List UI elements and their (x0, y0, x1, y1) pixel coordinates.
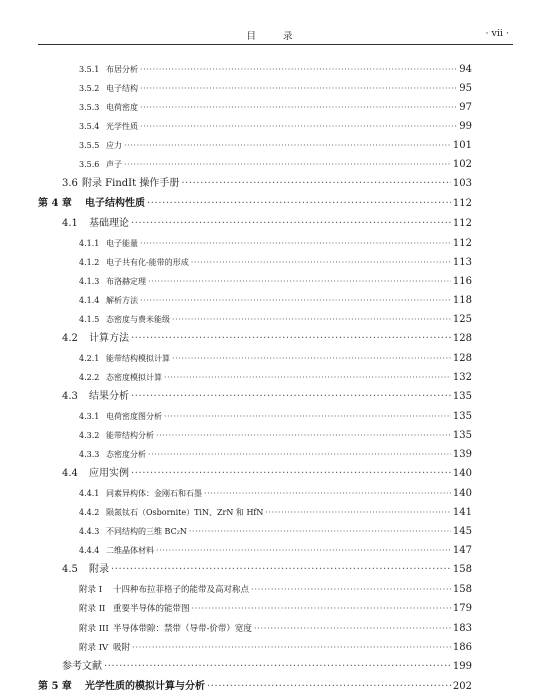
dot-leader (124, 158, 451, 172)
entry-page: 158 (452, 564, 472, 575)
entry-page: 147 (452, 545, 472, 556)
entry-page: 141 (452, 507, 472, 518)
entry-number: 4.3.1 (79, 412, 100, 421)
entry-title: 电子共有化-能带的形成 (106, 258, 189, 267)
entry-page: 112 (452, 238, 472, 249)
entry-title: 基础理论 (89, 218, 129, 229)
entry-title: 电子结构 (106, 84, 138, 93)
chapter-number: 第 4 章 (38, 198, 72, 209)
entry-number: 4.1.2 (79, 258, 100, 267)
entry-page: 116 (452, 276, 472, 287)
toc-entry[interactable] (62, 177, 472, 191)
toc-entry[interactable] (79, 237, 472, 251)
running-header (38, 26, 513, 45)
entry-number: 4.4.3 (79, 527, 100, 536)
toc-entry[interactable] (79, 641, 472, 655)
toc-entry[interactable] (79, 352, 472, 366)
entry-page: 125 (452, 314, 472, 325)
entry-title: 态密度与费米能级 (106, 315, 170, 324)
toc-entry[interactable] (79, 101, 472, 115)
chapter-title: 光学性质的模拟计算与分析 (85, 681, 205, 692)
entry-number: 3.5.5 (79, 141, 100, 150)
entry-number: 4.3.3 (79, 450, 100, 459)
dot-leader (140, 120, 457, 134)
entry-number: 4.3 (62, 391, 78, 402)
chapter-number: 第 5 章 (38, 681, 72, 692)
dot-leader (192, 602, 451, 616)
toc-entry[interactable] (79, 139, 472, 153)
entry-page: 158 (452, 584, 472, 595)
toc-entry[interactable] (79, 487, 472, 501)
toc-entry[interactable] (79, 275, 472, 289)
entry-number: 4.5 (62, 564, 78, 575)
dot-leader (131, 467, 451, 481)
dot-leader (164, 410, 451, 424)
entry-page: 202 (452, 681, 472, 692)
entry-number: 4.1.4 (79, 296, 100, 305)
entry-title: 电荷密度图分析 (106, 412, 162, 421)
dot-leader (132, 641, 451, 655)
entry-number: 4.2.1 (79, 354, 100, 363)
dot-leader (172, 352, 451, 366)
entry-title: 结果分析 (89, 391, 129, 402)
entry-page: 95 (459, 83, 472, 94)
entry-title: 十四种布拉菲格子的能带及高对称点 (113, 585, 250, 595)
entry-number: 4.2.2 (79, 373, 100, 382)
toc-entry[interactable] (79, 256, 472, 270)
entry-page: 97 (459, 102, 472, 113)
entry-number: 3.5.4 (79, 122, 100, 131)
entry-page: 199 (452, 661, 472, 672)
entry-title: 重要半导体的能带图 (113, 604, 190, 614)
entry-number: 3.5.2 (79, 84, 100, 93)
toc-entry[interactable] (79, 602, 472, 616)
toc-entry[interactable] (79, 583, 472, 597)
entry-page: 135 (452, 411, 472, 422)
entry-page: 145 (452, 526, 472, 537)
entry-page: 139 (452, 449, 472, 460)
dot-leader (181, 177, 451, 191)
toc-chapter-entry[interactable] (38, 680, 472, 694)
toc-entry[interactable] (79, 525, 472, 539)
entry-page: 102 (452, 159, 472, 170)
entry-number: 4.4.4 (79, 546, 100, 555)
toc-entry[interactable] (62, 660, 472, 674)
entry-number: 4.4.2 (79, 508, 100, 517)
entry-title: 计算方法 (89, 333, 129, 344)
header-page-number: · vii · (485, 28, 509, 39)
dot-leader (140, 101, 457, 115)
dot-leader (147, 197, 451, 211)
toc-entry[interactable] (79, 622, 472, 636)
entry-page: 103 (452, 178, 472, 189)
dot-leader (148, 275, 451, 289)
entry-title: 吸附 (113, 643, 131, 653)
dot-leader (191, 256, 451, 270)
chapter-title: 电子结构性质 (85, 198, 145, 209)
dot-leader (207, 680, 451, 694)
entry-number: 附录 IV (79, 643, 109, 653)
dot-leader (140, 82, 457, 96)
dot-leader (164, 371, 451, 385)
entry-title: 附录 FindIt 操作手册 (82, 178, 180, 189)
dot-leader (156, 544, 451, 558)
entry-title: 声子 (106, 160, 122, 169)
entry-page: 132 (452, 372, 472, 383)
entry-number: 附录 III (79, 624, 109, 634)
entry-number: 3.6 (62, 178, 78, 189)
dot-leader (140, 294, 451, 308)
entry-page: 112 (452, 198, 472, 209)
entry-number: 4.3.2 (79, 431, 100, 440)
dot-leader (140, 63, 457, 77)
entry-page: 140 (452, 488, 472, 499)
toc-entry[interactable] (79, 371, 472, 385)
dot-leader (254, 622, 451, 636)
toc-entry[interactable] (79, 429, 472, 443)
entry-title: 光学性质 (106, 122, 138, 131)
entry-title: 参考文献 (62, 661, 102, 672)
entry-number: 3.5.1 (79, 65, 100, 74)
dot-leader (148, 448, 451, 462)
toc-entry[interactable] (62, 332, 472, 346)
dot-leader (251, 583, 451, 597)
toc-entry[interactable] (62, 563, 472, 577)
entry-page: 140 (452, 468, 472, 479)
entry-title: 能带结构分析 (106, 431, 154, 440)
toc-entry[interactable] (79, 158, 472, 172)
dot-leader (124, 139, 451, 153)
entry-title: 不同结构的三维 BC₂N (106, 527, 187, 536)
toc-entry[interactable] (79, 120, 472, 134)
entry-page: 135 (452, 430, 472, 441)
dot-leader (156, 429, 451, 443)
entry-page: 101 (452, 140, 472, 151)
entry-title: 半导体带隙：禁带（导带-价带）宽度 (113, 624, 252, 634)
toc-entry[interactable] (79, 410, 472, 424)
entry-title: 电荷密度 (106, 103, 138, 112)
entry-page: 179 (452, 603, 472, 614)
dot-leader (131, 217, 451, 231)
toc-entry[interactable] (79, 544, 472, 558)
entry-page: 135 (452, 391, 472, 402)
entry-number: 4.1.3 (79, 277, 100, 286)
entry-number: 3.5.6 (79, 160, 100, 169)
toc-entry[interactable] (62, 467, 472, 481)
dot-leader (111, 563, 451, 577)
entry-page: 183 (452, 623, 472, 634)
entry-page: 128 (452, 353, 472, 364)
toc-entry[interactable] (79, 294, 472, 308)
entry-title: 解析方法 (106, 296, 138, 305)
toc-entry[interactable] (79, 313, 472, 327)
entry-number: 附录 I (79, 585, 103, 595)
entry-title: 附录 (89, 564, 109, 575)
entry-title: 陨氮钛石（Osbornite）TiN、ZrN 和 HfN (106, 508, 264, 517)
toc-entry[interactable] (62, 390, 472, 404)
dot-leader (140, 237, 451, 251)
entry-title: 态密度分析 (106, 450, 146, 459)
entry-title: 布居分析 (106, 65, 138, 74)
entry-title: 能带结构模拟计算 (106, 354, 170, 363)
entry-title: 应力 (106, 141, 122, 150)
dot-leader (204, 487, 451, 501)
dot-leader (131, 332, 451, 346)
toc-entry[interactable] (79, 63, 472, 77)
entry-number: 4.1.1 (79, 239, 100, 248)
dot-leader (131, 390, 451, 404)
entry-number: 4.1.5 (79, 315, 100, 324)
entry-title: 同素异构体：金刚石和石墨 (106, 489, 202, 498)
entry-title: 态密度模拟计算 (106, 373, 162, 382)
entry-page: 112 (452, 218, 472, 229)
header-title: 目 录 (246, 31, 305, 42)
entry-number: 3.5.3 (79, 103, 100, 112)
entry-page: 128 (452, 333, 472, 344)
entry-number: 4.2 (62, 333, 78, 344)
entry-page: 186 (452, 642, 472, 653)
toc-entry[interactable] (79, 82, 472, 96)
entry-number: 4.4.1 (79, 489, 100, 498)
entry-title: 二维晶体材料 (106, 546, 154, 555)
entry-page: 94 (459, 64, 472, 75)
entry-page: 118 (452, 295, 472, 306)
entry-page: 99 (459, 121, 472, 132)
entry-number: 4.1 (62, 218, 78, 229)
entry-title: 应用实例 (89, 468, 129, 479)
entry-number: 附录 II (79, 604, 106, 614)
entry-number: 4.4 (62, 468, 78, 479)
entry-page: 113 (452, 257, 472, 268)
toc-entry[interactable] (79, 506, 472, 520)
entry-title: 电子能量 (106, 239, 138, 248)
toc-chapter-entry[interactable] (38, 197, 472, 211)
dot-leader (189, 525, 451, 539)
dot-leader (265, 506, 451, 520)
entry-title: 布洛赫定理 (106, 277, 146, 286)
dot-leader (104, 660, 451, 674)
toc-entry[interactable] (62, 217, 472, 231)
dot-leader (172, 313, 451, 327)
toc-entry[interactable] (79, 448, 472, 462)
